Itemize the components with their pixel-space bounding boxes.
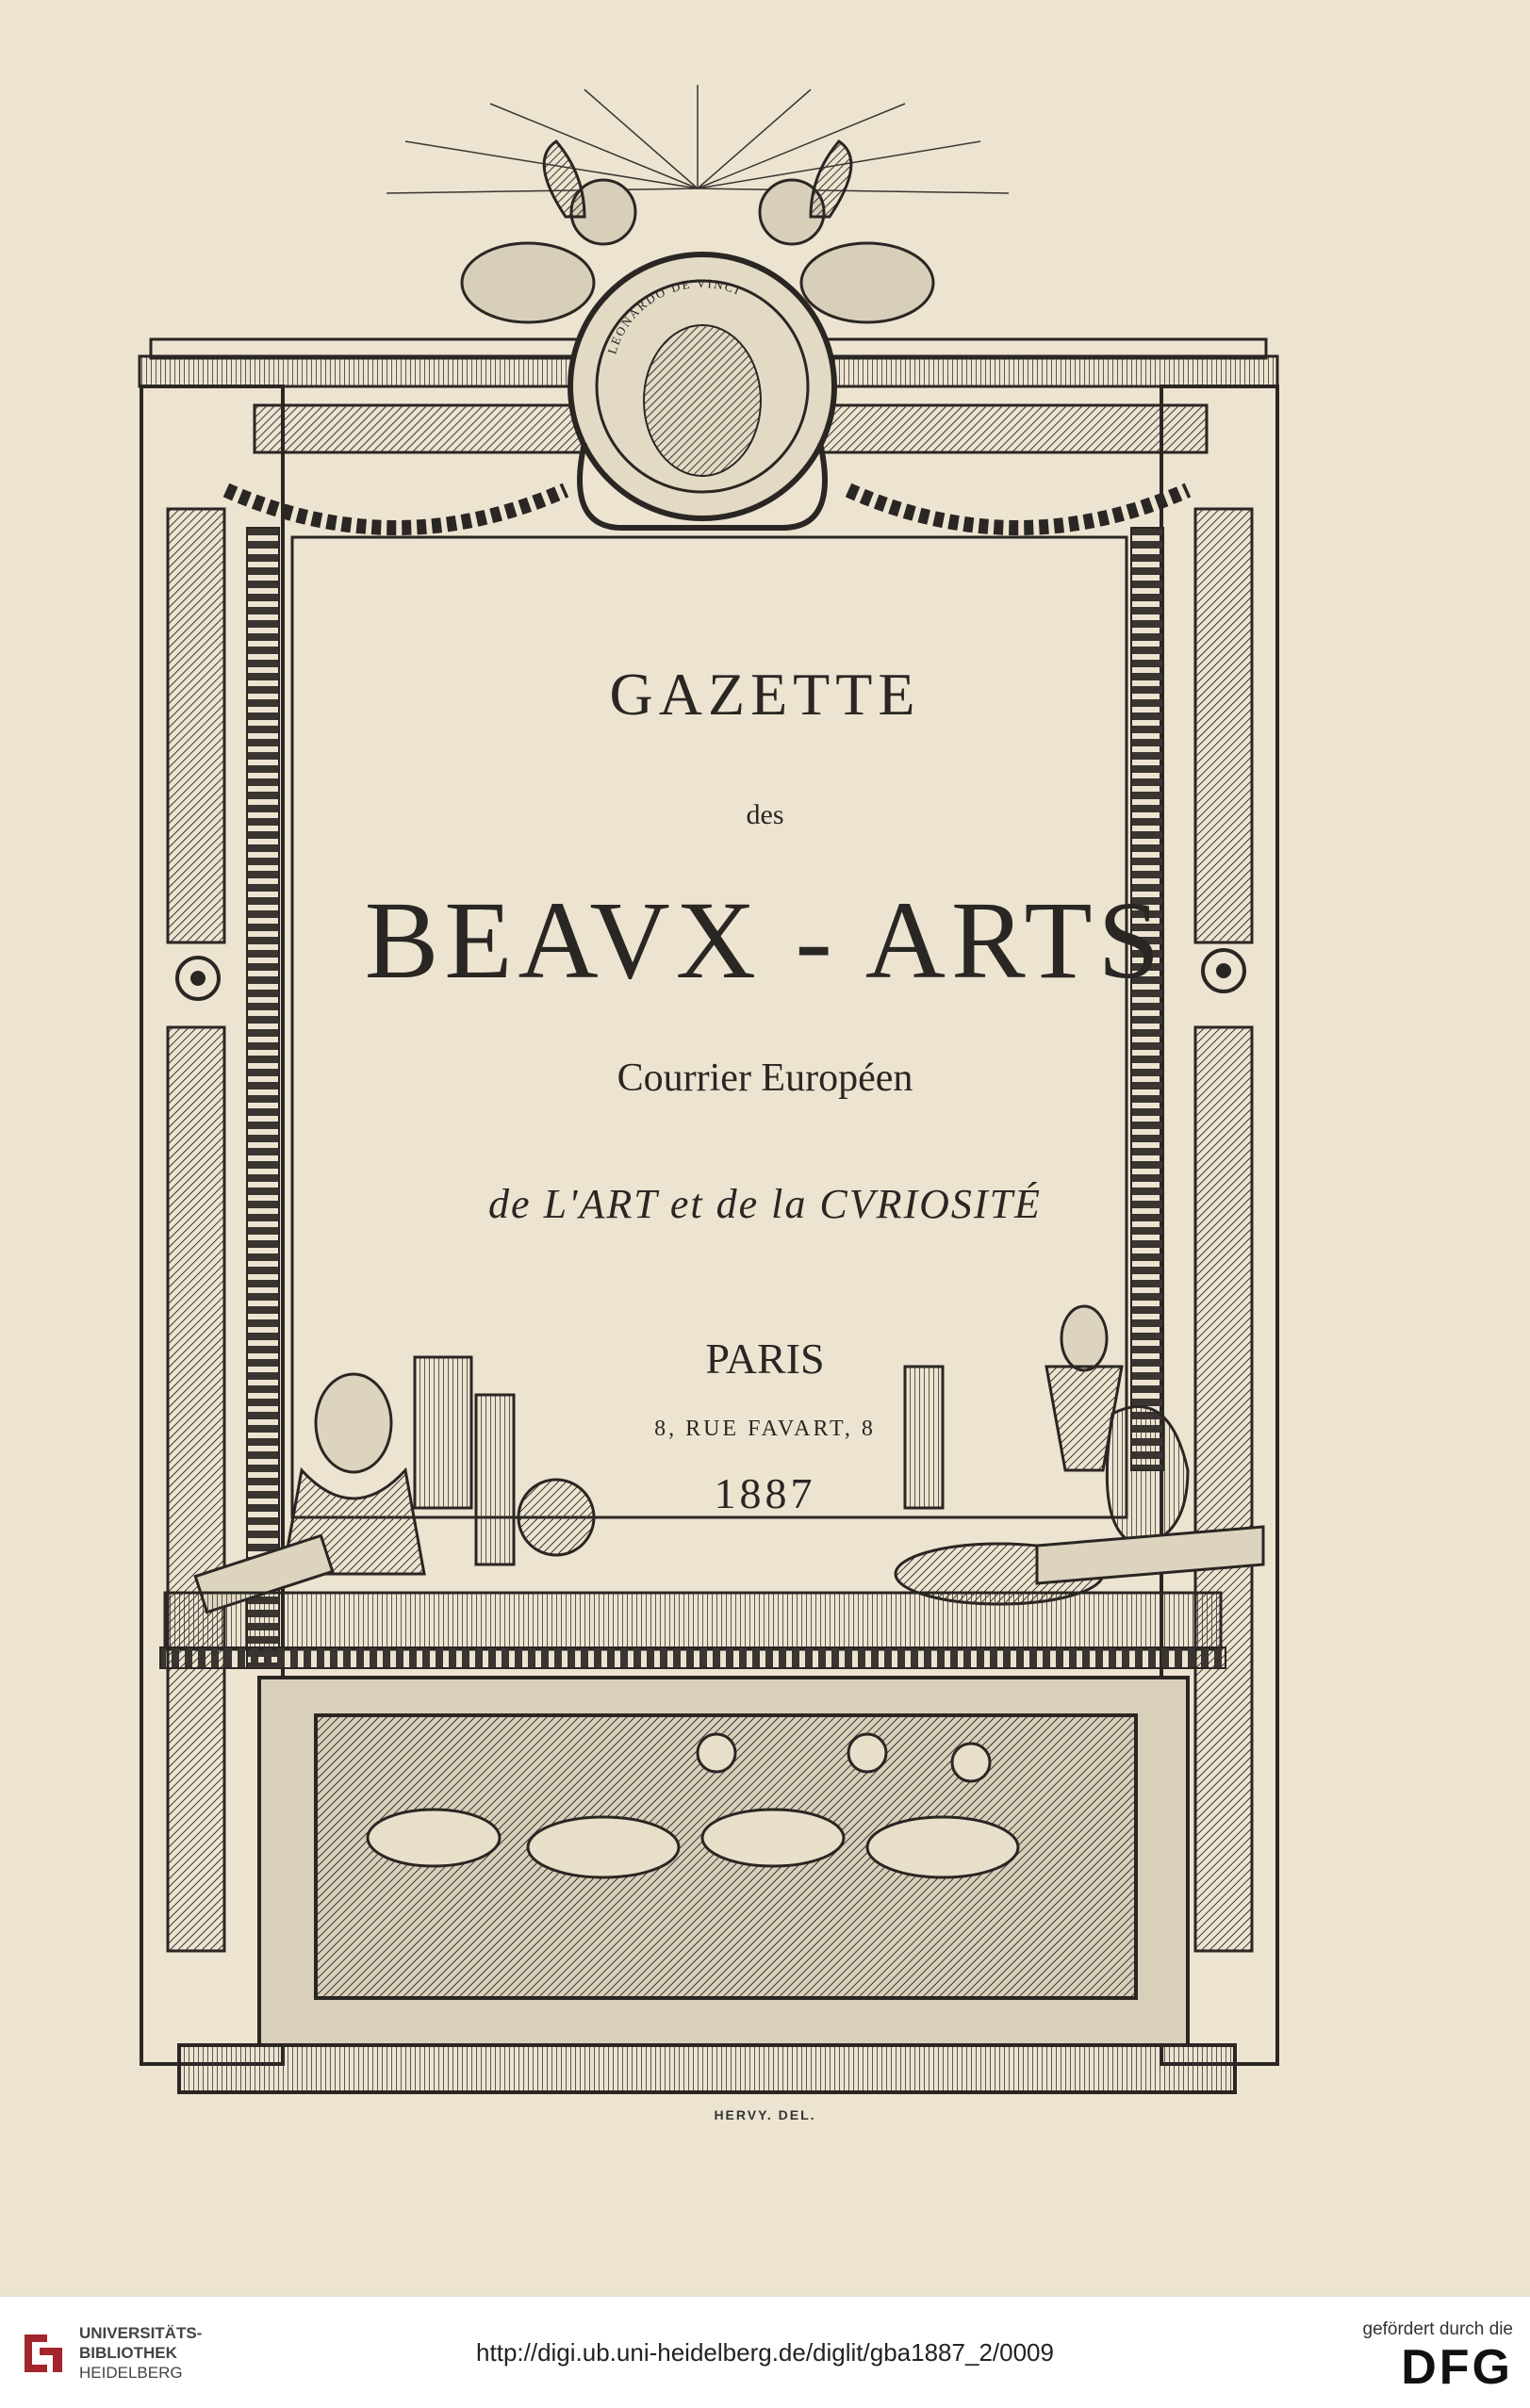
funder-label: gefördert durch die	[1362, 2319, 1513, 2339]
imprint-address: 8, RUE FAVART, 8	[654, 1417, 876, 1441]
title-des: des	[746, 799, 784, 830]
subtitle-curiosite: de L'ART et de la CVRIOSITÉ	[488, 1181, 1042, 1227]
base-plinth	[179, 2045, 1235, 2092]
imprint-year: 1887	[714, 1469, 816, 1517]
left-garland	[226, 490, 566, 528]
digitization-footer	[0, 2296, 1530, 2408]
title-gazette: GAZETTE	[609, 661, 921, 728]
title-beaux-arts: BEAVX - ARTS	[364, 878, 1166, 1002]
sun-rays	[387, 85, 1009, 193]
ledge	[165, 1593, 1221, 1649]
right-garland	[848, 490, 1188, 528]
imprint-city: PARIS	[705, 1335, 825, 1383]
university-library-name[interactable]: UNIVERSITÄTS- BIBLIOTHEK HEIDELBERG	[79, 2324, 203, 2382]
subtitle-courrier: Courrier Européen	[617, 1057, 913, 1100]
leonardo-medallion	[570, 254, 834, 528]
engraver-signature: HERVY. DEL.	[714, 2107, 816, 2122]
digitization-url-link[interactable]: http://digi.ub.uni-heidelberg.de/diglit/gba1887_2/0009	[476, 2338, 1054, 2367]
medallion-inscription: LEONARDO DE VINCI	[604, 275, 744, 356]
dfg-logo: DFG	[1401, 2340, 1513, 2395]
funder-block[interactable]	[1363, 2319, 1514, 2395]
